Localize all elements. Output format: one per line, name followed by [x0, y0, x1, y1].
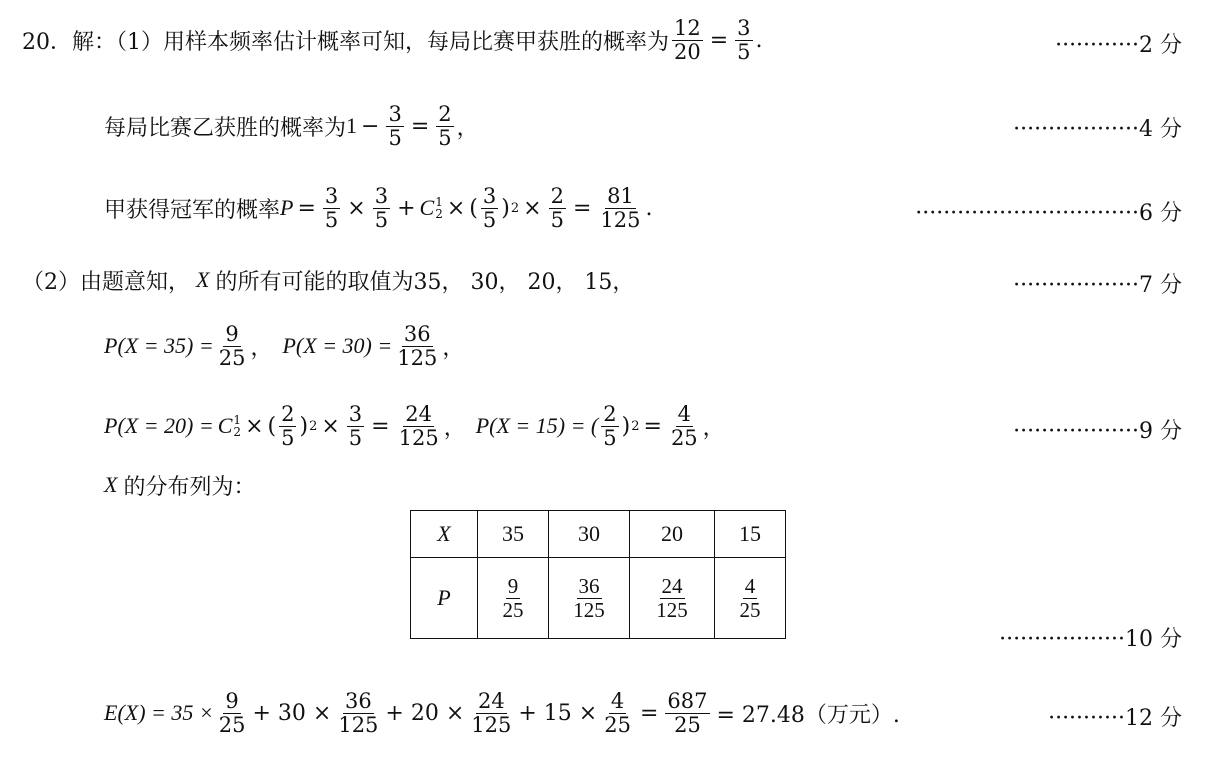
times-sign: × [245, 413, 264, 439]
times-sign: × [446, 195, 466, 221]
table-row-probs [411, 558, 786, 639]
problem-number: 20． [22, 29, 72, 55]
table-cell-value: 15 [715, 511, 786, 558]
left-paren: ( [267, 413, 277, 439]
right-paren: ) [299, 413, 309, 439]
table-cell-value: 30 [549, 511, 630, 558]
fraction: $\frac{24}{125}$ [471, 689, 512, 737]
table-cell-value: 20 [630, 511, 715, 558]
exponent: 2 [309, 418, 318, 434]
fraction: $\frac{3}{5}$ [348, 402, 363, 450]
exponent: 2 [631, 418, 640, 434]
table-cell-value: 35 [478, 511, 549, 558]
table-header-P: P [411, 558, 478, 639]
fraction-12-20: $\frac{12}{20}$ [674, 16, 701, 64]
fraction-3-5: $\frac{3}{5}$ [388, 102, 402, 150]
fraction-24-125: $\frac{24}{125}$ [398, 402, 439, 450]
fraction: $\frac{2}{5}$ [281, 402, 295, 450]
line-4-text: 的所有可能的取值为 [215, 269, 414, 295]
table-row-values [411, 511, 786, 558]
comma: ， [442, 335, 465, 361]
fraction-2-5: $\frac{2}{5}$ [438, 102, 452, 150]
fraction: $\frac{36}{125}$ [338, 689, 379, 737]
number-one: 1 [346, 113, 358, 138]
table-cell-prob: $\frac{36}{125}$ [549, 558, 630, 639]
fraction-81-125: $\frac{81}{125}$ [600, 184, 641, 232]
table-header-X: X [411, 511, 478, 558]
score-12: ···········12 分 [1048, 706, 1182, 731]
comma: ， [250, 335, 273, 361]
distribution-heading: 的分布列为： [123, 474, 256, 500]
line-1 [0, 10, 1210, 70]
term: + 15 × [518, 700, 598, 726]
period: . [645, 195, 653, 221]
line-3-text: 甲获得冠军的概率 [104, 197, 281, 223]
minus-sign: − [361, 113, 380, 139]
term: + 30 × [252, 700, 332, 726]
fraction: $\frac{4}{25}$ [604, 689, 631, 737]
fraction: $\frac{2}{5}$ [603, 402, 617, 450]
expectation-result: = 27.48（万元）. [716, 702, 900, 728]
line-6 [0, 396, 1210, 456]
combination-C: C [419, 195, 435, 220]
right-paren: ) [501, 195, 510, 221]
equals-sign: = [709, 27, 729, 53]
prob-X-35: P(X = 35) = [104, 333, 214, 358]
left-paren: ( [469, 195, 478, 221]
variable-X: X [196, 267, 210, 292]
table-cell-prob: $\frac{24}{125}$ [630, 558, 715, 639]
prob-X-30: P(X = 30) = [282, 333, 393, 358]
right-paren: ) [621, 413, 631, 439]
times-sign: × [321, 413, 340, 439]
fraction: $\frac{3}{5}$ [374, 184, 389, 232]
table-cell-prob: $\frac{9}{25}$ [478, 558, 549, 639]
fraction: $\frac{3}{5}$ [482, 184, 497, 232]
plus-sign: + [397, 195, 416, 221]
score-10: ··················10 分 [999, 627, 1182, 652]
comma: ， [456, 115, 479, 141]
line-1-text: 解：（1）用样本频率估计概率可知，每局比赛甲获胜的概率为 [72, 29, 669, 55]
variable-P: P [280, 195, 294, 220]
exponent: 2 [510, 200, 520, 216]
equals-sign: = [410, 113, 430, 139]
score-4: ··················4 分 [1013, 117, 1182, 142]
score-6: ································6 分 [915, 201, 1182, 226]
fraction-687-25: $\frac{687}{25}$ [667, 689, 708, 737]
fraction-4-25: $\frac{4}{25}$ [670, 402, 698, 450]
combination-indices: 1 2 [233, 413, 242, 439]
possible-values: 35， 30， 20， 15， [413, 269, 635, 295]
equals-sign: = [643, 413, 662, 439]
fraction: $\frac{2}{5}$ [550, 184, 564, 232]
times-sign: × [347, 195, 366, 221]
line-2 [0, 96, 1210, 156]
part-2-intro: （2）由题意知， [22, 269, 190, 295]
fraction-3-5: $\frac{3}{5}$ [737, 16, 751, 64]
score-7: ··················7 分 [1013, 273, 1182, 298]
comma: ， [702, 415, 725, 441]
period: . [755, 27, 763, 53]
line-5 [0, 316, 1210, 376]
comma: ， [443, 415, 466, 441]
expectation-start: E(X) = 35 × [104, 700, 214, 725]
fraction-9-25: $\frac{9}{25}$ [218, 322, 246, 370]
equals-sign: = [572, 195, 592, 221]
table-cell-prob: $\frac{4}{25}$ [715, 558, 786, 639]
prob-X-20: P(X = 20) = [104, 413, 214, 438]
term: + 20 × [385, 700, 465, 726]
line-8 [0, 683, 1210, 743]
variable-X: X [104, 472, 118, 497]
line-4 [0, 250, 1210, 310]
prob-X-15: P(X = 15) = ( [475, 413, 599, 438]
distribution-table [410, 510, 786, 639]
equals-sign: = [639, 700, 659, 726]
combination-C: C [217, 413, 233, 438]
fraction: $\frac{9}{25}$ [218, 689, 246, 737]
equals-sign: = [297, 195, 316, 221]
combination-indices: 1 2 [435, 195, 443, 221]
fraction: $\frac{3}{5}$ [324, 184, 339, 232]
equals-sign: = [371, 413, 390, 439]
line-2-text: 每局比赛乙获胜的概率为 [104, 115, 347, 141]
score-9: ··················9 分 [1013, 419, 1182, 444]
times-sign: × [523, 195, 542, 221]
fraction-36-125: $\frac{36}{125}$ [397, 322, 438, 370]
score-2: ············2 分 [1055, 33, 1182, 58]
line-3 [0, 178, 1210, 238]
